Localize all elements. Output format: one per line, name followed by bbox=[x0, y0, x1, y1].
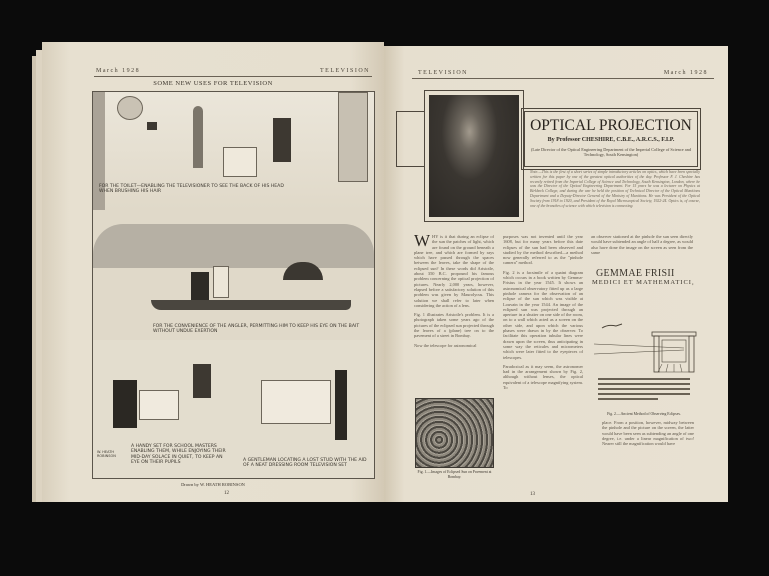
page-number: 13 bbox=[530, 492, 535, 497]
running-head-title: TELEVISION bbox=[418, 70, 468, 76]
cartoon-illustration bbox=[92, 91, 375, 479]
portrait-photo bbox=[429, 95, 519, 217]
page-title: SOME NEW USES FOR TELEVISION bbox=[153, 80, 273, 87]
editor-note: Note.—This is the first of a short series of simple introductory articles on optics, which have been specially written for this paper by one of the greatest optical authorities of the day. Professor F. J. Cheshire has recently retired from the Imperial College of Science and Technology, South Kensington, London, where he was the Director of the Optical Engineering Department. For 15 years he was a lecturer on Physics at Birkbeck College, and during the war he held the position of Technical Director of the Optical Munitions Department and a Deputy-Director General of the Ministry of Munitions. He was President of the Optical Society from 1918 to 1920, and President of the Royal Microscopical Society, 1922-24. Optics is, of course, one of the branches of science with which television is connecting. bbox=[530, 170, 700, 208]
cartoon-panel-toilet bbox=[93, 92, 374, 210]
caption-angler: FOR THE CONVENIENCE OF THE ANGLER, PERMITTING HIM TO KEEP HIS EYE ON THE BAIT WITHOUT UNDUE EXERTION bbox=[153, 324, 360, 335]
caption-toilet: FOR THE TOILET—ENABLING THE TELEVISIONER TO SEE THE BACK OF HIS HEAD WHEN BRUSHING HIS HAIR bbox=[99, 184, 284, 195]
fig2-heading: GEMMAE FRISII bbox=[596, 268, 675, 279]
fig2-caption: Fig. 2.—Ancient Method of Observing Eclipses. bbox=[607, 412, 681, 416]
fig1-eclipse-photo bbox=[415, 398, 494, 468]
illustration-credit: Drawn by W. HEATH ROBINSON bbox=[181, 482, 245, 487]
left-page bbox=[42, 42, 384, 502]
fig2-observatory-diagram bbox=[594, 314, 698, 410]
paragraph: Paradoxical as it may seem, the astronomer had in the arrangement shown by Fig. 2, although without lenses, the optical equivalent of a telescope magnifying system. To bbox=[503, 363, 583, 391]
cartoon-panel-school-and-dressing bbox=[93, 340, 374, 479]
caption-dressing-room: A GENTLEMAN LOCATING A LOST STUD WITH THE AID OF A NEAT DRESSING ROOM TELEVISION SET bbox=[243, 458, 367, 469]
article-title: OPTICAL PROJECTION bbox=[530, 117, 692, 134]
article-column-3-top: an observer stationed at the pinhole the sun seen directly would have subtended an angle of half a degree, as would also have done the image on the screen as seen from the same bbox=[591, 234, 693, 255]
running-head-date: March 1928 bbox=[96, 68, 141, 74]
fig2-subheading: MEDICI ET MATHEMATICI, bbox=[592, 279, 695, 286]
article-column-1 bbox=[414, 231, 494, 348]
title-frame bbox=[396, 111, 424, 167]
portrait-frame bbox=[424, 90, 524, 222]
running-head-date: March 1928 bbox=[663, 70, 708, 76]
cartoon-panel-angler bbox=[93, 210, 374, 340]
article-column-2 bbox=[503, 234, 583, 390]
header-rule bbox=[94, 76, 372, 77]
paragraph: Fig. 2 is a facsimile of a quaint diagram which occurs in a book written by Gemma-Frisius in the year 1545. It shows an astronomical observatory fitted up as a large pinhole camera for the observation of an eclipse of the sun which was visible at Louvain in the year 1544. An image of the eclipsed sun was projected through an aperture in a shutter on one side of the room, on to a wall which acted as a screen on the other side, and upon which the various phases were drawn in by the observer. To facilitate this operation tubular lines were drawn upon the screen, thus anticipating in some way the reticules and micrometers which were later fitted to the eyepieces of telescopes. bbox=[503, 269, 583, 360]
fig1-caption: Fig. 1.—Images of Eclipsed Sun on Pavement at Bombay. bbox=[417, 470, 492, 479]
paragraph: Fig. 1 illustrates Aristotle's problem. It is a photograph taken some years ago of the pictures of the eclipsed sun projected through the leaves of a (plane) tree on to the pavement of a street in Bombay. bbox=[414, 312, 494, 339]
header-rule bbox=[412, 78, 714, 79]
running-head-title: TELEVISION bbox=[320, 68, 370, 74]
paragraph: HY is it that during an eclipse of the sun the patches of light, which are found on the ground beneath a plane tree, and which are formed by rays which have passed through the spaces between the leaves, take the shape of the eclipsed sun? In these words did Aristotle, about 350 B.C. propound his famous problem concerning the optical projection of pictures. Nearly 2,000 years, however, elapsed before a satisfactory solution of this problem was given by Maurolycus. This solution we shall refer to later when considering the action of a lens. bbox=[414, 234, 494, 308]
paragraph: Now the telescope for astronomical bbox=[414, 342, 477, 348]
title-box bbox=[524, 111, 698, 167]
artist-signature: W. HEATH ROBINSON bbox=[97, 450, 116, 458]
page-number: 12 bbox=[224, 491, 229, 496]
right-page bbox=[384, 46, 728, 502]
author-affiliation: (Late Director of the Optical Engineering Department of the Imperial College of Science and Technology, South Kensington) bbox=[531, 147, 691, 158]
drop-cap: W bbox=[414, 231, 431, 250]
caption-schoolmasters: A HANDY SET FOR SCHOOL MASTERS ENABLING THEM, WHILE ENJOYING THEIR MID-DAY SOLACE IN QUIET, TO KEEP AN EYE ON THEIR PUPILS bbox=[131, 444, 226, 466]
paragraph: purposes was not invented until the year 1608, but for many years before this date eclipses of the sun had been observed and studied by the method described—a method now generally referred to as the "pinhole camera" method. bbox=[503, 234, 583, 266]
byline: By Professor CHESHIRE, C.B.E., A.R.C.S., F.I.P. bbox=[547, 137, 675, 143]
article-column-3-bottom: place. From a position, however, midway between the pinhole and the picture on the screen, the latter would have been seen as subtending an angle of one degree, i.e. under a linear magnification of two! Nearer still the magnification would have bbox=[602, 420, 694, 447]
